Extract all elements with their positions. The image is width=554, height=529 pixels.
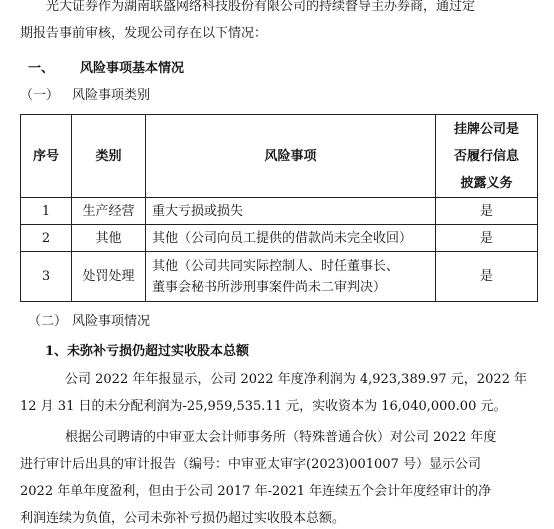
- row-item: [146, 252, 436, 302]
- header-category: 类别: [72, 115, 146, 198]
- row-category: 处罚处理: [72, 252, 146, 302]
- row-item: 重大亏损或损失: [146, 198, 436, 225]
- header-disclosure-line-1: 挂牌公司是: [453, 121, 519, 137]
- header-disclosure-line-2: 否履行信息: [453, 148, 519, 164]
- header-item: 风险事项: [146, 115, 436, 198]
- table-row: [21, 225, 538, 252]
- table-row: [21, 252, 538, 302]
- row-index: 1: [21, 198, 72, 225]
- section-1-heading: [28, 59, 184, 79]
- header-disclosure-line-3: 披露义务: [460, 175, 513, 191]
- row-category: 生产经营: [72, 198, 146, 225]
- row-disclosed: 是: [436, 198, 538, 225]
- row-disclosed: 是: [436, 252, 538, 302]
- intro-line-2: 期报告事前审核，发现公司存在以下情况：: [20, 26, 268, 41]
- row-item-line-2: 董事会秘书所涉刑事案件尚未二审判决）: [152, 279, 387, 295]
- subsection-1-heading: [20, 86, 150, 106]
- section-1-number: 一、: [28, 61, 55, 76]
- paragraph-3-line-3: 2022 年单年度盈利，但由于公司 2017 年-2021 年连续五个会计年度经审计的净: [20, 484, 492, 499]
- subsection-1-title: 风险事项类别: [72, 88, 151, 103]
- subsection-2-number: （二）: [28, 314, 68, 329]
- paragraph-3-line-4: 利润连续为负值，公司未弥补亏损仍超过实收股本总额。: [20, 511, 346, 526]
- row-item-line-1: 其他（公司共同实际控制人、时任董事长、: [152, 258, 400, 274]
- paragraph-3-line-1: 根据公司聘请的中审亚太会计师事务所（特殊普通合伙）对公司 2022 年度: [65, 430, 497, 445]
- paragraph-2-line-2: 12 月 31 日的未分配利润为-25,959,535.11 元，实收资本为 16,040,000.00 元。: [20, 399, 507, 414]
- subsection-2-heading: [28, 312, 150, 332]
- row-item: 其他（公司向员工提供的借款尚未完全收回）: [146, 225, 436, 252]
- row-index: 3: [21, 252, 72, 302]
- row-disclosed: 是: [436, 225, 538, 252]
- intro-line-1: 光大证券作为湖南联盛网络科技股份有限公司的持续督导主办券商，通过定: [46, 0, 476, 14]
- risk-table: [20, 114, 538, 302]
- subsection-2-title: 风险事项情况: [72, 314, 151, 329]
- paragraph-2-line-1: 公司 2022 年年报显示，公司 2022 年度净利润为 4,923,389.97 元，2022 年: [65, 372, 528, 387]
- row-category: 其他: [72, 225, 146, 252]
- table-header-row: [21, 115, 538, 198]
- item-1-heading: 1、未弥补亏损仍超过实收股本总额: [45, 344, 250, 359]
- header-disclosure: [436, 115, 538, 198]
- row-index: 2: [21, 225, 72, 252]
- section-1-title: 风险事项基本情况: [80, 61, 185, 76]
- header-index: 序号: [21, 115, 72, 198]
- paragraph-3-line-2: 进行审计后出具的审计报告（编号：中审亚太审字(2023)001007 号）显示公司: [20, 457, 481, 472]
- table-row: [21, 198, 538, 225]
- subsection-1-number: （一）: [20, 88, 60, 103]
